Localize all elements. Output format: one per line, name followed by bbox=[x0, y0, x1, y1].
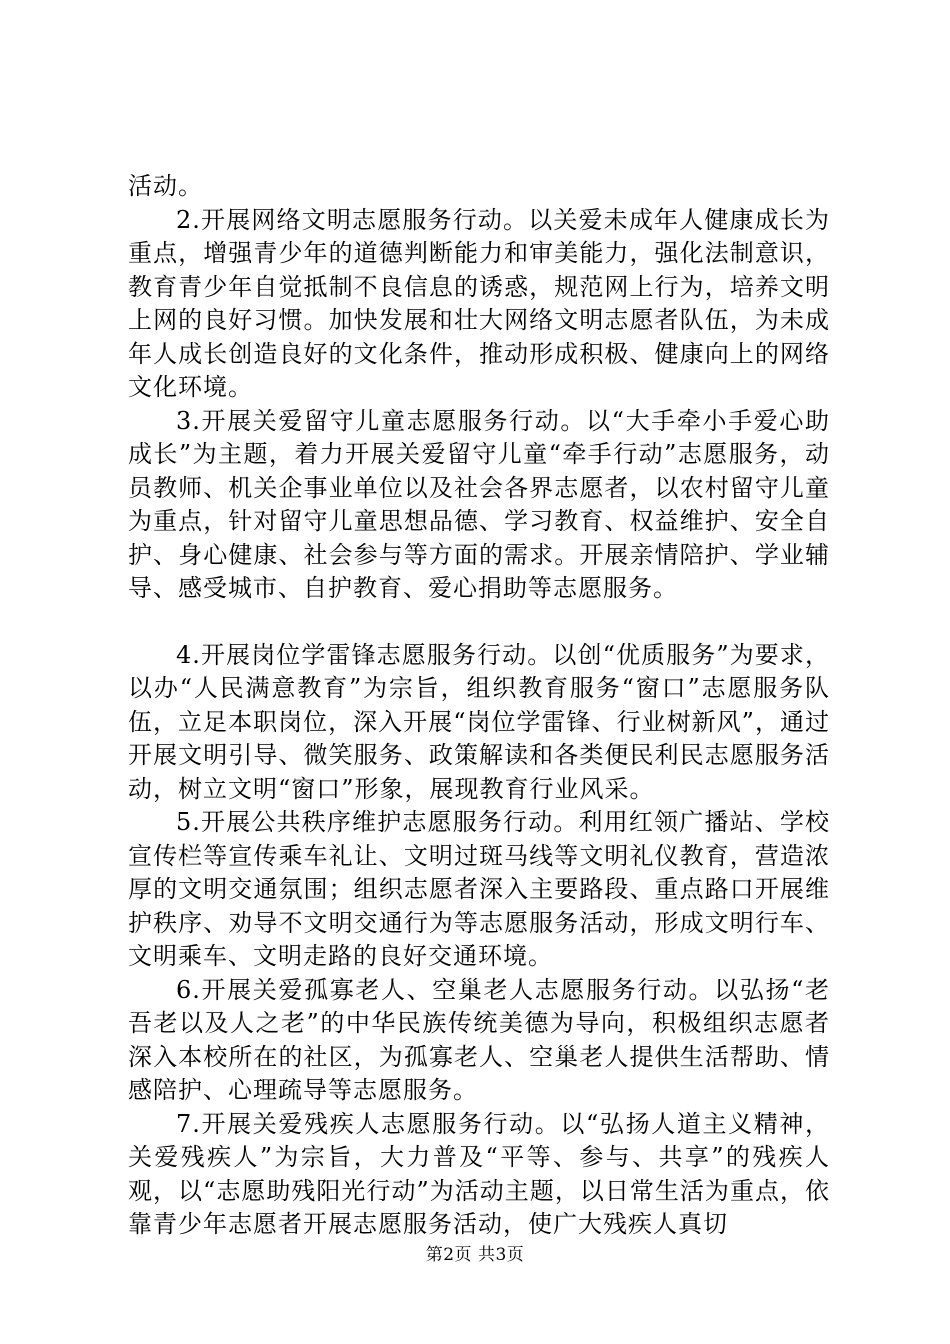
paragraph-item-4: 4.开展岗位学雷锋志愿服务行动。以创“优质服务”为要求，以办“人民满意教育”为宗旨，组织教育服务“窗口”志愿服务队伍，立足本职岗位，深入开展“岗位学雷锋、行业树新风”，通过开展文明引导、微笑服务、政策解读和各类便民利民志愿服务活动，树立文明“窗口”形象，展现教育行业风采。 bbox=[128, 640, 830, 803]
document-body bbox=[128, 170, 830, 1242]
page-number-label: 第2页 共3页 bbox=[425, 1245, 525, 1265]
paragraph-item-2: 2.开展网络文明志愿服务行动。以关爱未成年人健康成长为重点，增强青少年的道德判断能力和审美能力，强化法制意识，教育青少年自觉抵制不良信息的诱惑，规范网上行为，培养文明上网的良好习惯。加快发展和壮大网络文明志愿者队伍，为未成年人成长创造良好的文化条件，推动形成积极、健康向上的网络文化环境。 bbox=[128, 205, 830, 401]
paragraph-item-7: 7.开展关爱残疾人志愿服务行动。以“弘扬人道主义精神，关爱残疾人”为宗旨，大力普及“平等、参与、共享”的残疾人观，以“志愿助残阳光行动”为活动主题，以日常生活为重点，依靠青少年志愿者开展志愿服务活动，使广大残疾人真切 bbox=[128, 1109, 830, 1238]
paragraph-item-6: 6.开展关爱孤寡老人、空巢老人志愿服务行动。以弘扬“老吾老以及人之老”的中华民族传统美德为导向，积极组织志愿者深入本校所在的社区，为孤寡老人、空巢老人提供生活帮助、情感陪护、心理疏导等志愿服务。 bbox=[128, 975, 830, 1104]
page-footer bbox=[0, 1244, 950, 1266]
paragraph-item-3: 3.开展关爱留守儿童志愿服务行动。以“大手牵小手爱心助成长”为主题，着力开展关爱留守儿童“牵手行动”志愿服务，动员教师、机关企事业单位以及社会各界志愿者，以农村留守儿童为重点，针对留守儿童思想品德、学习教育、权益维护、安全自护、身心健康、社会参与等方面的需求。开展亲情陪护、学业辅导、感受城市、自护教育、爱心捐助等志愿服务。 bbox=[128, 406, 830, 602]
paragraph-item-5: 5.开展公共秩序维护志愿服务行动。利用红领广播站、学校宣传栏等宣传乘车礼让、文明过斑马线等文明礼仪教育，营造浓厚的文明交通氛围；组织志愿者深入主要路段、重点路口开展维护秩序、劝导不文明交通行为等志愿服务活动，形成文明行车、文明乘车、文明走路的良好交通环境。 bbox=[128, 808, 830, 970]
paragraph-continuation: 活动。 bbox=[128, 172, 203, 200]
